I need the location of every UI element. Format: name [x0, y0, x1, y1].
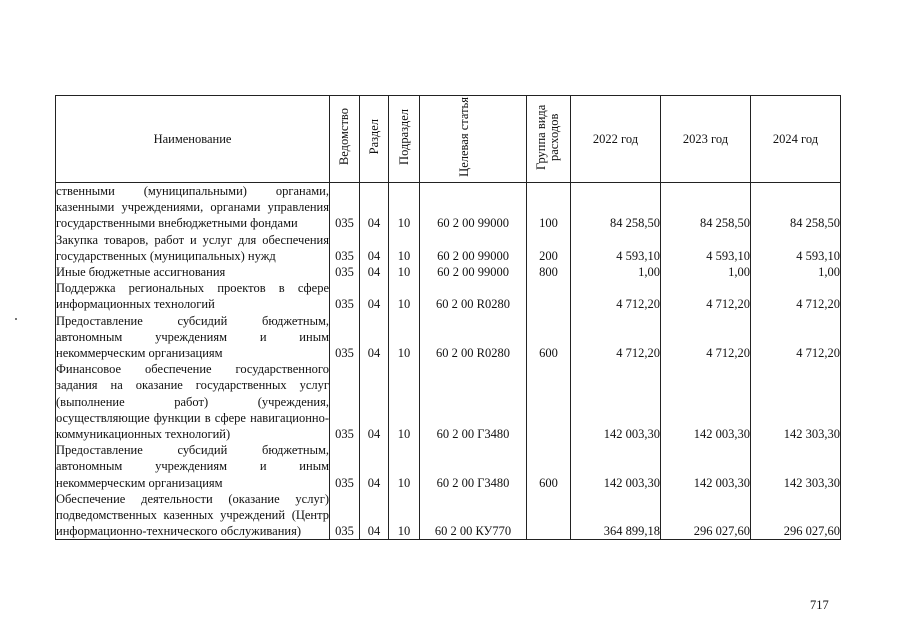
row-2023: 142 003,30 — [661, 361, 751, 442]
row-2024: 4 712,20 — [751, 280, 841, 312]
row-razdel: 04 — [360, 280, 389, 312]
scan-artifact — [15, 318, 17, 320]
table-row — [56, 232, 841, 264]
row-name: ственными (муниципальными) органами, казенными учреждениями, органами управления государственными внебюджетными фондами — [56, 184, 329, 231]
page-number: 717 — [810, 598, 829, 612]
table-header — [56, 96, 841, 183]
row-2023: 296 027,60 — [661, 491, 751, 540]
row-razdel: 04 — [360, 442, 389, 491]
row-2024: 4 712,20 — [751, 313, 841, 362]
row-vedomstvo: 035 — [330, 361, 360, 442]
row-2022: 4 593,10 — [571, 232, 661, 264]
row-celevaya-statya: 60 2 00 Г3480 — [420, 361, 527, 442]
row-celevaya-statya: 60 2 00 R0280 — [420, 313, 527, 362]
row-2023: 4 712,20 — [661, 280, 751, 312]
row-vedomstvo: 035 — [330, 313, 360, 362]
table-row — [56, 442, 841, 491]
row-2024: 84 258,50 — [751, 183, 841, 232]
row-2023: 84 258,50 — [661, 183, 751, 232]
row-podrazdel: 10 — [389, 361, 420, 442]
row-vedomstvo: 035 — [330, 183, 360, 232]
row-2022: 1,00 — [571, 264, 661, 280]
table-row — [56, 361, 841, 442]
row-vid-rashodov: 200 — [527, 232, 571, 264]
row-vedomstvo: 035 — [330, 232, 360, 264]
row-podrazdel: 10 — [389, 280, 420, 312]
header-2024: 2024 год — [751, 96, 841, 183]
row-2022: 4 712,20 — [571, 313, 661, 362]
header-vedomstvo: Ведомство — [330, 96, 360, 183]
row-name: Поддержка региональных проектов в сфере информационных технологий — [56, 281, 329, 312]
row-2024: 142 303,30 — [751, 442, 841, 491]
row-name: Иные бюджетные ассигнования — [56, 264, 330, 280]
row-name: Закупка товаров, работ и услуг для обеспечения государственных (муниципальных) нужд — [56, 232, 329, 263]
row-celevaya-statya: 60 2 00 99000 — [420, 264, 527, 280]
row-2024: 1,00 — [751, 264, 841, 280]
row-2022: 364 899,18 — [571, 491, 661, 540]
row-2023: 4 593,10 — [661, 232, 751, 264]
row-2024: 296 027,60 — [751, 491, 841, 540]
row-podrazdel: 10 — [389, 442, 420, 491]
row-celevaya-statya: 60 2 00 R0280 — [420, 280, 527, 312]
row-vid-rashodov: 100 — [527, 183, 571, 232]
row-razdel: 04 — [360, 491, 389, 540]
row-2023: 1,00 — [661, 264, 751, 280]
row-celevaya-statya: 60 2 00 КУ770 — [420, 491, 527, 540]
row-vid-rashodov — [527, 361, 571, 442]
header-2022: 2022 год — [571, 96, 661, 183]
table-row — [56, 491, 841, 540]
row-vid-rashodov: 800 — [527, 264, 571, 280]
row-2024: 4 593,10 — [751, 232, 841, 264]
row-razdel: 04 — [360, 232, 389, 264]
row-celevaya-statya: 60 2 00 99000 — [420, 232, 527, 264]
row-2022: 142 003,30 — [571, 442, 661, 491]
row-2022: 142 003,30 — [571, 361, 661, 442]
row-podrazdel: 10 — [389, 264, 420, 280]
row-podrazdel: 10 — [389, 183, 420, 232]
row-vid-rashodov: 600 — [527, 442, 571, 491]
row-celevaya-statya: 60 2 00 Г3480 — [420, 442, 527, 491]
row-name: Финансовое обеспечение государственного задания на оказание государственных услуг (выполнение работ) (учреждения, осуществляющие функции в сфере навигационно-коммуникационных технологий) — [56, 362, 329, 442]
row-vedomstvo: 035 — [330, 280, 360, 312]
row-vid-rashodov: 600 — [527, 313, 571, 362]
row-vid-rashodov — [527, 491, 571, 540]
table-row — [56, 264, 841, 280]
header-gruppa-vida-rashodov: Группа вида расходов — [527, 96, 571, 183]
row-name: Предоставление субсидий бюджетным, автономным учреждениям и иным некоммерческим организациям — [56, 443, 329, 490]
row-razdel: 04 — [360, 183, 389, 232]
row-2023: 142 003,30 — [661, 442, 751, 491]
table-row — [56, 280, 841, 312]
row-celevaya-statya: 60 2 00 99000 — [420, 183, 527, 232]
row-podrazdel: 10 — [389, 232, 420, 264]
row-2022: 84 258,50 — [571, 183, 661, 232]
header-razdel: Раздел — [360, 96, 389, 183]
row-vedomstvo: 035 — [330, 442, 360, 491]
header-name: Наименование — [56, 96, 330, 183]
row-name: Обеспечение деятельности (оказание услуг) подведомственных казенных учреждений (Центр информационно-технического обслуживания) — [56, 491, 329, 539]
row-razdel: 04 — [360, 361, 389, 442]
row-podrazdel: 10 — [389, 313, 420, 362]
row-2022: 4 712,20 — [571, 280, 661, 312]
row-vedomstvo: 035 — [330, 264, 360, 280]
row-razdel: 04 — [360, 313, 389, 362]
row-2023: 4 712,20 — [661, 313, 751, 362]
header-podrazdel: Подраздел — [389, 96, 420, 183]
row-2024: 142 303,30 — [751, 361, 841, 442]
table-row — [56, 183, 841, 232]
row-vedomstvo: 035 — [330, 491, 360, 540]
header-2023: 2023 год — [661, 96, 751, 183]
row-podrazdel: 10 — [389, 491, 420, 540]
table-body — [56, 183, 841, 540]
row-vid-rashodov — [527, 280, 571, 312]
header-celevaya-statya: Целевая статья — [420, 96, 527, 183]
row-name: Предоставление субсидий бюджетным, автономным учреждениям и иным некоммерческим организациям — [56, 313, 329, 361]
table-row — [56, 313, 841, 362]
budget-table — [55, 95, 841, 540]
row-razdel: 04 — [360, 264, 389, 280]
